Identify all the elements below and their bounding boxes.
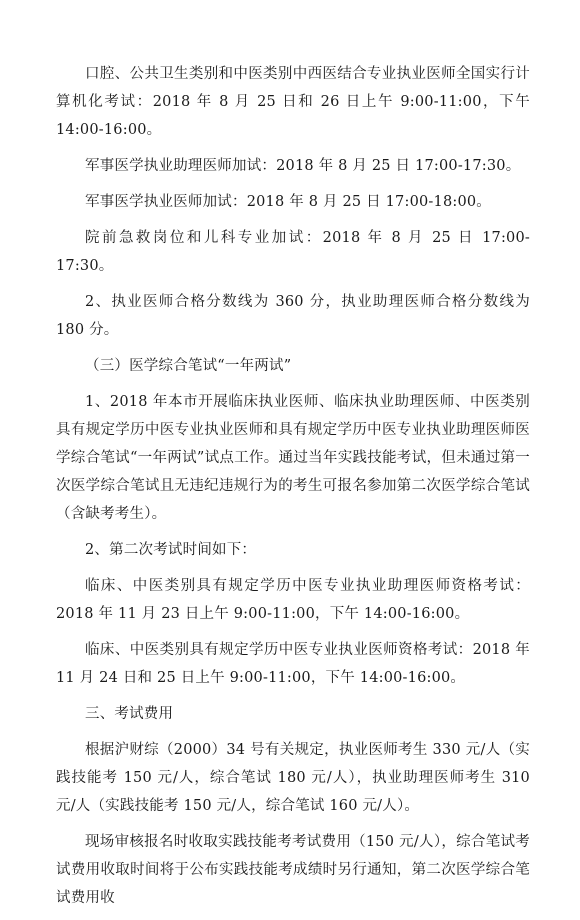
section-heading-exam-fees: 三、考试费用 xyxy=(85,706,174,722)
paragraph-emergency-pediatrics-extra-exam: 院前急救岗位和儿科专业加试：2018 年 8 月 25 日 17:00-17:30。 xyxy=(56,230,530,274)
paragraph-fee-rules: 根据沪财综（2000）34 号有关规定，执业医师考生 330 元/人（实践技能考 150 元/人，综合笔试 180 元/人），执业助理医师考生 310 元/人（实践技能考 150 元/人，综合笔试 160 元/人）。 xyxy=(56,742,530,814)
document-body xyxy=(56,60,530,920)
paragraph-physician-second-exam: 临床、中医类别具有规定学历中医专业执业医师资格考试：2018 年 11 月 24 日和 25 日上午 9:00-11:00，下午 14:00-16:00。 xyxy=(56,642,530,686)
paragraph-passing-scores: 2、执业医师合格分数线为 360 分，执业助理医师合格分数线为 180 分。 xyxy=(56,294,530,338)
paragraph-military-physician-extra-exam: 军事医学执业医师加试：2018 年 8 月 25 日 17:00-18:00。 xyxy=(85,194,492,210)
paragraph-assistant-physician-second-exam: 临床、中医类别具有规定学历中医专业执业助理医师资格考试：2018 年 11 月 23 日上午 9:00-11:00，下午 14:00-16:00。 xyxy=(56,578,530,622)
paragraph-second-exam-time-intro: 2、第二次考试时间如下： xyxy=(85,542,257,558)
paragraph-fee-collection: 现场审核报名时收取实践技能考考试费用（150 元/人），综合笔试考试费用收取时间将于公布实践技能考成绩时另行通知，第二次医学综合笔试费用收 xyxy=(56,834,530,906)
section-heading-two-exams-per-year: （三）医学综合笔试“一年两试” xyxy=(85,358,292,374)
paragraph-military-assistant-extra-exam: 军事医学执业助理医师加试：2018 年 8 月 25 日 17:00-17:30。 xyxy=(85,158,521,174)
paragraph-two-exams-pilot: 1、2018 年本市开展临床执业医师、临床执业助理医师、中医类别具有规定学历中医专业执业医师和具有规定学历中医专业执业助理医师医学综合笔试“一年两试”试点工作。通过当年实践技能考试，但未通过第一次医学综合笔试且无违纪违规行为的考生可报名参加第二次医学综合笔试（含缺考考生）。 xyxy=(56,394,530,522)
paragraph-computer-exam-schedule: 口腔、公共卫生类别和中医类别中西医结合专业执业医师全国实行计算机化考试：2018 年 8 月 25 日和 26 日上午 9:00-11:00，下午 14:00-16:00。 xyxy=(56,66,530,138)
